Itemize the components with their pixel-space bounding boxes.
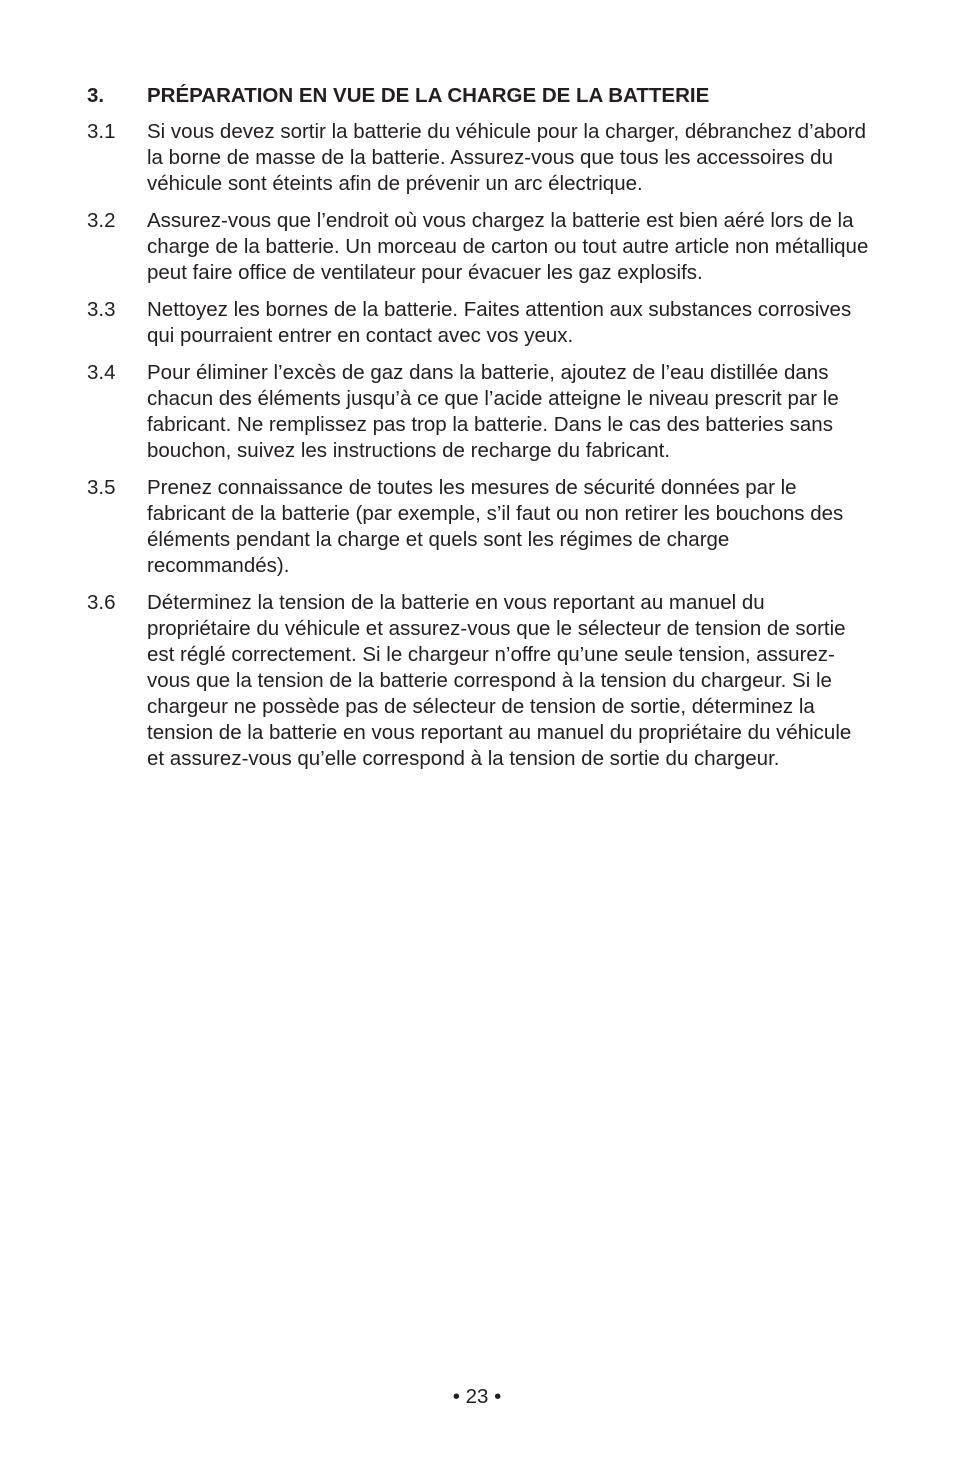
section-3 bbox=[87, 83, 869, 783]
list-item-3-4 bbox=[87, 360, 869, 464]
list-item-3-3 bbox=[87, 297, 869, 349]
item-text: Si vous devez sortir la batterie du véhicule pour la charger, débranchez d’abord la borne de masse de la batterie. Assurez-vous que tous les accessoires du véhicule sont éteints afin de prévenir un arc électrique. bbox=[147, 120, 867, 195]
item-number: 3.3 bbox=[87, 298, 116, 321]
item-text: Prenez connaissance de toutes les mesures de sécurité données par le fabricant de la batterie (par exemple, s’il faut ou non retirer les bouchons des éléments pendant la charge et quels sont les régimes de charge recommandés). bbox=[147, 476, 844, 577]
item-number: 3.1 bbox=[87, 120, 116, 143]
item-number: 3.5 bbox=[87, 476, 116, 499]
item-text: Pour éliminer l’excès de gaz dans la batterie, ajoutez de l’eau distillée dans chacun des éléments jusqu’à ce que l’acide atteigne le niveau prescrit par le fabricant. Ne remplissez pas trop la batterie. Dans le cas des batteries sans bouchon, suivez les instructions de recharge du fabricant. bbox=[147, 361, 839, 462]
section-number: 3. bbox=[87, 84, 105, 107]
item-text: Nettoyez les bornes de la batterie. Faites attention aux substances corrosives qui pourraient entrer en contact avec vos yeux. bbox=[147, 298, 852, 347]
list-item-3-2 bbox=[87, 208, 869, 286]
list-item-3-1 bbox=[87, 119, 869, 197]
item-text: Déterminez la tension de la batterie en vous reportant au manuel du propriétaire du véhicule et assurez-vous que le sélecteur de tension de sortie est réglé correctement. Si le chargeur n’offre qu’une seule tension, assurez-vous que la tension de la batterie correspond à la tension du chargeur. Si le chargeur ne possède pas de sélecteur de tension de sortie, déterminez la tension de la batterie en vous reportant au manuel du propriétaire du véhicule et assurez-vous qu’elle correspond à la tension de sortie du chargeur. bbox=[147, 591, 852, 770]
item-text: Assurez-vous que l’endroit où vous chargez la batterie est bien aéré lors de la charge de la batterie. Un morceau de carton ou tout autre article non métallique peut faire office de ventilateur pour évacuer les gaz explosifs. bbox=[147, 209, 869, 284]
list-item-3-6 bbox=[87, 590, 869, 772]
item-number: 3.6 bbox=[87, 591, 116, 614]
section-heading bbox=[87, 83, 869, 109]
item-number: 3.2 bbox=[87, 209, 116, 232]
section-title: PRÉPARATION EN VUE DE LA CHARGE DE LA BATTERIE bbox=[147, 84, 710, 107]
list-item-3-5 bbox=[87, 475, 869, 579]
page-number: • 23 • bbox=[452, 1385, 502, 1408]
item-number: 3.4 bbox=[87, 361, 116, 384]
